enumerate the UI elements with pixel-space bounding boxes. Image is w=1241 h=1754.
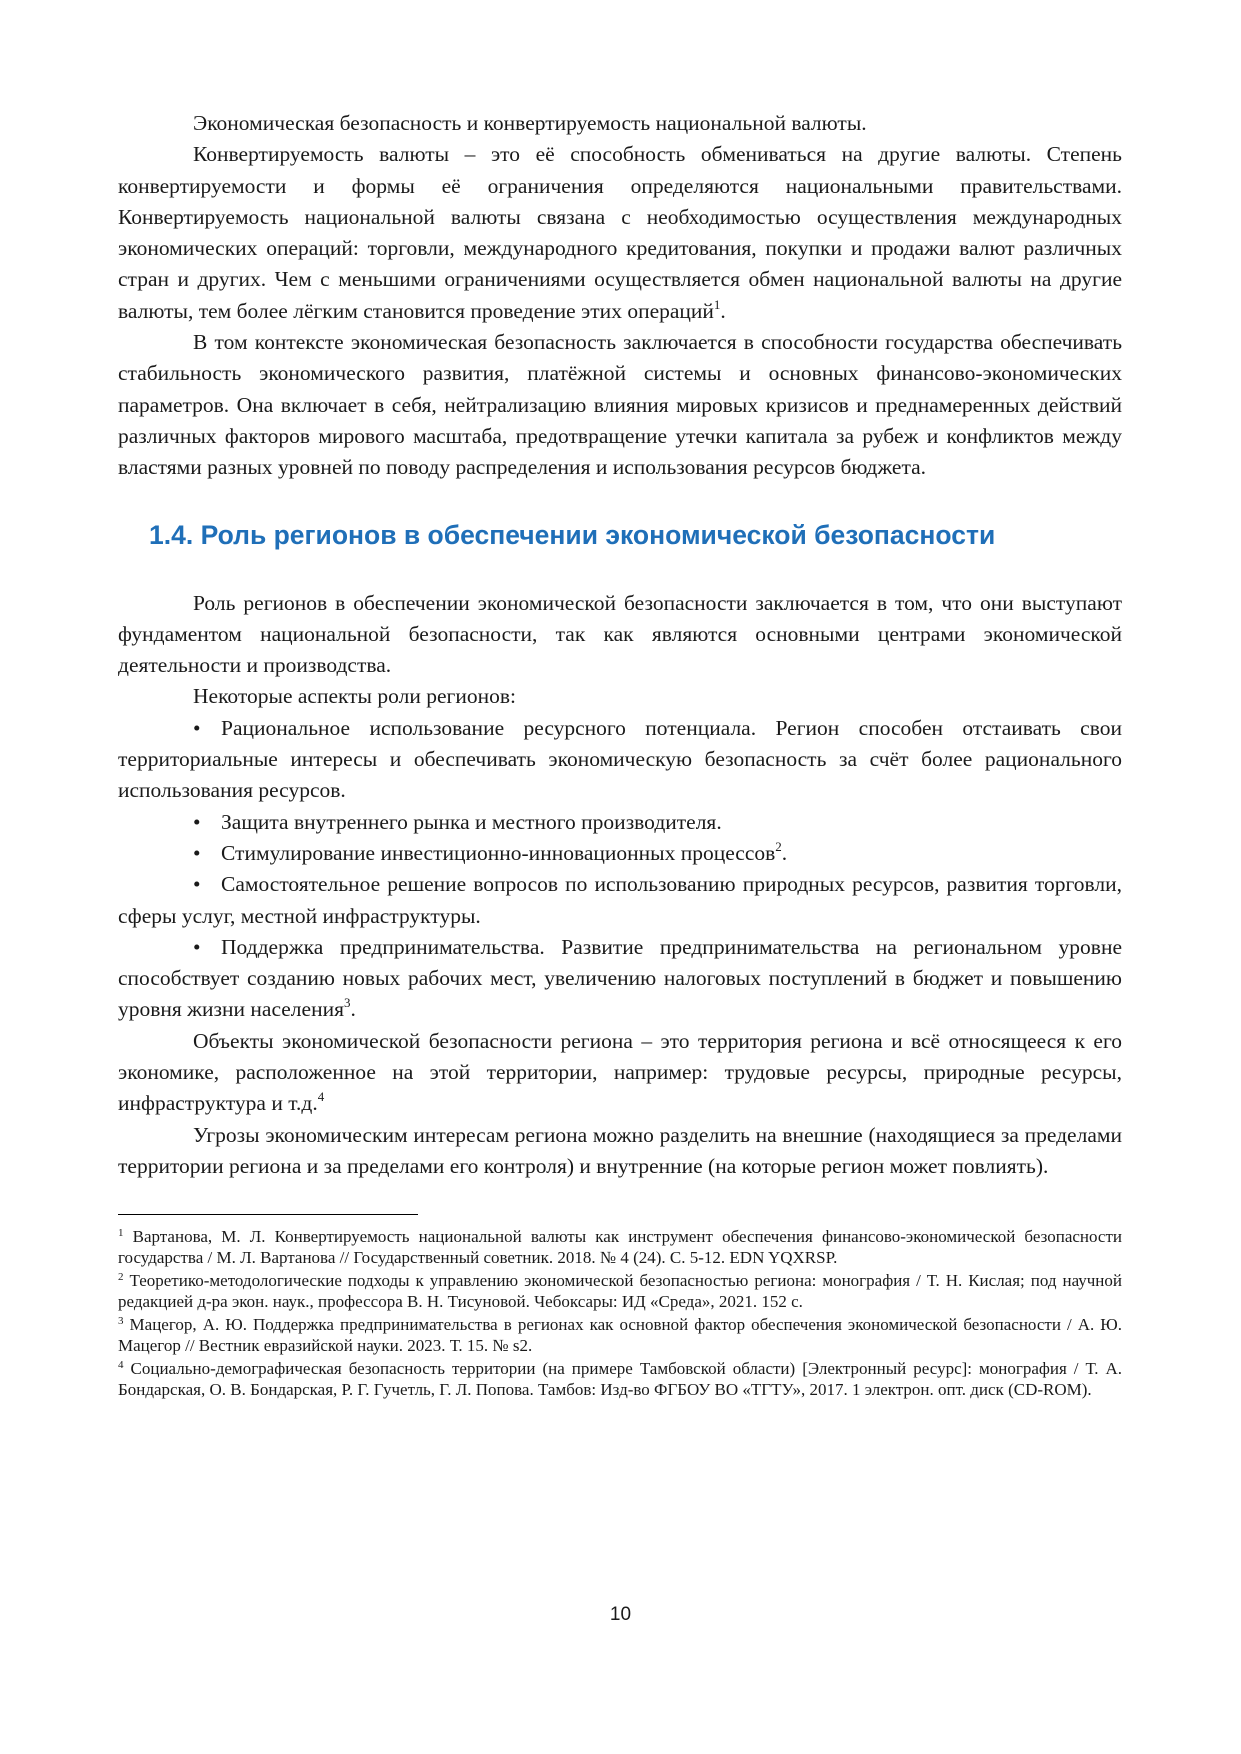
page-body [118, 108, 1122, 1182]
list-item: • Рациональное использование ресурсного потенциала. Регион способен отстаивать свои территориальные интересы и обеспечивать экономическую безопасность за счёт более рационального использования ресурсов. [118, 713, 1122, 807]
bullet-icon: • [193, 872, 201, 897]
list-item: • Самостоятельное решение вопросов по использованию природных ресурсов, развития торговли, сферы услуг, местной инфраструктуры. [118, 869, 1122, 932]
list-item: • Поддержка предпринимательства. Развитие предпринимательства на региональном уровне способствует созданию новых рабочих мест, увеличению налоговых поступлений в бюджет и повышению уровня жизни населения$^3$. [118, 932, 1122, 1026]
paragraph-security-objects: Объекты экономической безопасности региона – это территория региона и всё относящееся к его экономике, расположенное на этой территории, например: трудовые ресурсы, природные ресурсы, инфраструктура и т.д.$^4$ [118, 1028, 1122, 1116]
footnote-ref-3[interactable]: 3 [343, 995, 351, 1011]
footnote: $^1$ Вартанова, М. Л. Конвертируемость национальной валюты как инструмент обеспечения финансово-экономической безопасности государства / М. Л. Вартанова // Государственный советник. 2018. № 4 (24). С. 5-12. EDN YQXRSP. [118, 1227, 1123, 1267]
bullet-icon: • [193, 934, 201, 959]
paragraph-regions-role: Роль регионов в обеспечении экономической безопасности заключается в том, что они выступают фундаментом национальной безопасности, так как являются основными центрами экономической деятельности и производства. [118, 590, 1122, 678]
footnote-separator [118, 1214, 418, 1215]
bullet-icon: • [193, 809, 201, 834]
bullet-icon: • [193, 840, 201, 865]
footnote-ref-1[interactable]: 1 [713, 296, 721, 312]
footnote: $^3$ Мацегор, А. Ю. Поддержка предпринимательства в регионах как основной фактор обеспечения экономической безопасности / А. Ю. Мацегор // Вестник евразийской науки. 2023. Т. 15. № s2. [118, 1315, 1122, 1355]
footnote: $^2$ Теоретико-методологические подходы к управлению экономической безопасностью региона: монография / Т. Н. Кислая; под научной редакцией д-ра экон. наук., профессора В. Н. Тисуновой. Чебоксары: ИД «Среда», 2021. 152 с. [118, 1271, 1123, 1311]
list-item: • Защита внутреннего рынка и местного производителя. [118, 807, 1122, 838]
list-item: • Стимулирование инвестиционно-инновационных процессов$^2$. [118, 838, 1122, 869]
paragraph-threats: Угрозы экономическим интересам региона можно разделить на внешние (находящиеся за пределами территории региона и за пределами его контроля) и внутренние (на которые регион может повлиять). [118, 1122, 1122, 1178]
page-number: 10 [609, 1604, 632, 1625]
bullet-icon: • [193, 715, 201, 740]
paragraph-aspects-intro: Некоторые аспекты роли регионов: [193, 684, 516, 709]
footnote: $^4$ Социально-демографическая безопасность территории (на примере Тамбовской области) [Электронный ресурс]: монография / Т. А. Бондарская, О. В. Бондарская, Р. Г. Гучетль, Г. Л. Попова. Тамбов: Изд-во ФГБОУ ВО «ТГТУ», 2017. 1 электрон. опт. диск (CD-ROM). [118, 1359, 1123, 1399]
footnotes [118, 1226, 1122, 1402]
paragraph-convertibility: Конвертируемость валюты – это её способность обмениваться на другие валюты. Степень конвертируемости и формы её ограничения определяются национальными правительствами. Конвертируемость национальной валюты связана с необходимостью осуществления международных экономических операций: торговли, международного кредитования, покупки и продажи валют различных стран и других. Чем с меньшими ограничениями осуществляется обмен национальной валюты на другие валюты, тем более лёгким становится проведение этих операций$^1$. [118, 142, 1122, 323]
section-heading: 1.4. Роль регионов в обеспечении экономической безопасности [149, 519, 996, 550]
footnote-ref-4[interactable]: 4 [317, 1089, 325, 1105]
paragraph-currency-intro: Экономическая безопасность и конвертируемость национальной валюты. [193, 111, 867, 135]
footnote-ref-2[interactable]: 2 [775, 838, 782, 854]
paragraph-economic-security: В том контексте экономическая безопасность заключается в способности государства обеспечивать стабильность экономического развития, платёжной системы и основных финансово-экономических параметров. Она включает в себя, нейтрализацию влияния мировых кризисов и преднамеренных действий различных факторов мирового масштаба, предотвращение утечки капитала за рубеж и конфликтов между властями разных уровней по поводу распределения и использования ресурсов бюджета. [118, 330, 1122, 480]
